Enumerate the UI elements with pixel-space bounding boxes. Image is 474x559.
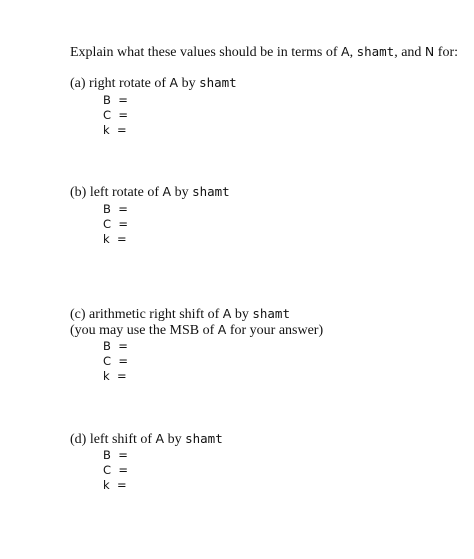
by-text: by xyxy=(164,432,186,447)
part-c-b-line: B = xyxy=(103,339,128,353)
part-a-c-line: C = xyxy=(103,108,128,122)
var-a: A xyxy=(155,431,165,446)
part-b-c-line: C = xyxy=(103,217,128,231)
var-a: A xyxy=(217,322,227,337)
part-label: (a) right rotate of xyxy=(70,76,170,91)
note-prefix: (you may use the MSB of xyxy=(70,323,218,338)
part-d-b-line: B = xyxy=(103,448,128,462)
part-a-b-line: B = xyxy=(103,93,128,107)
var-shamt: shamt xyxy=(199,75,237,90)
intro-sep: , and xyxy=(394,45,425,60)
part-d-heading xyxy=(70,431,223,448)
var-shamt: shamt xyxy=(185,431,223,446)
part-c-note xyxy=(70,322,323,339)
part-label: (b) left rotate of xyxy=(70,185,163,200)
var-n: N xyxy=(424,44,435,59)
var-a: A xyxy=(222,306,232,321)
part-b-heading xyxy=(70,184,230,201)
note-suffix: for your answer) xyxy=(226,323,324,338)
part-d-k-line: k = xyxy=(103,478,127,492)
intro-text xyxy=(70,44,458,61)
var-a: A xyxy=(162,184,172,199)
part-a-k-line: k = xyxy=(103,123,127,137)
part-b-b-line: B = xyxy=(103,202,128,216)
part-b-k-line: k = xyxy=(103,232,127,246)
by-text: by xyxy=(231,307,253,322)
var-shamt: shamt xyxy=(252,306,290,321)
intro-sep: , xyxy=(349,45,357,60)
var-shamt: shamt xyxy=(356,44,395,59)
part-label: (c) arithmetic right shift of xyxy=(70,307,223,322)
part-c-k-line: k = xyxy=(103,369,127,383)
part-label: (d) left shift of xyxy=(70,432,156,447)
by-text: by xyxy=(178,76,200,91)
var-a: A xyxy=(169,75,179,90)
part-c-heading xyxy=(70,306,290,323)
part-c-c-line: C = xyxy=(103,354,128,368)
var-a: A xyxy=(341,44,350,59)
intro-prefix: Explain what these values should be in terms of xyxy=(70,45,341,60)
intro-suffix: for: xyxy=(434,45,458,60)
var-shamt: shamt xyxy=(192,184,230,199)
part-d-c-line: C = xyxy=(103,463,128,477)
part-a-heading xyxy=(70,75,237,92)
by-text: by xyxy=(171,185,193,200)
